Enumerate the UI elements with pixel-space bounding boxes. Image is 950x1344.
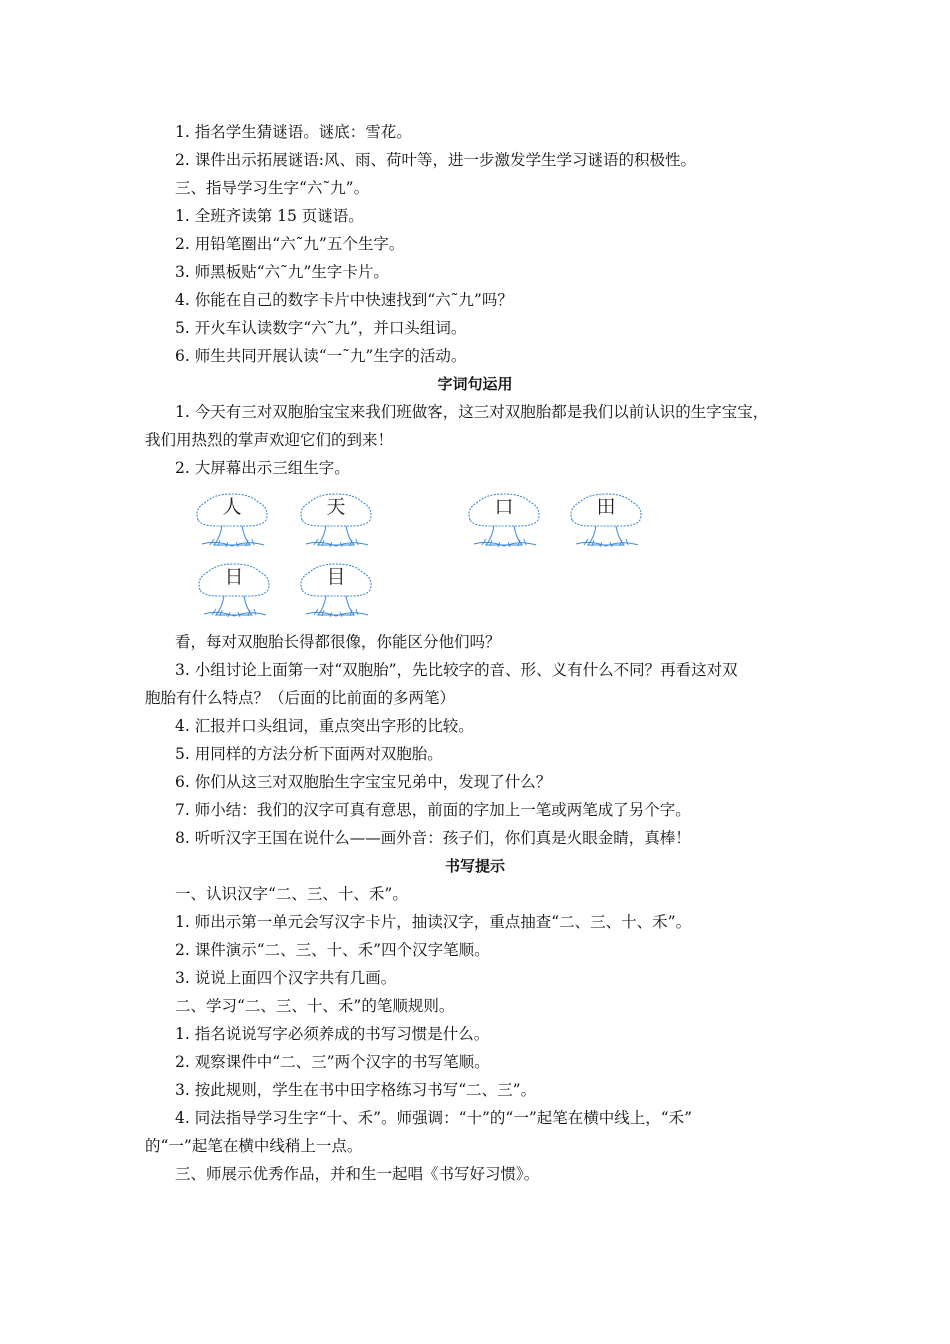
text-line: 6. 师生共同开展认读“一˜九”生字的活动。 — [175, 347, 467, 365]
text-line: 3. 按此规则，学生在书中田字格练习书写“二、三”。 — [175, 1081, 537, 1099]
text-line: 4. 你能在自己的数字卡片中快速找到“六˜九”吗？ — [175, 291, 513, 309]
text-line: 二、学习“二、三、十、禾”的笔顺规则。 — [175, 997, 455, 1015]
text-line: 2. 大屏幕出示三组生字。 — [175, 459, 350, 477]
text-line: 2. 用铅笔圈出“六˜九”五个生字。 — [175, 235, 405, 253]
section-heading: 书写提示 — [444, 857, 505, 875]
text-line: 1. 师出示第一单元会写汉字卡片，抽读汉字，重点抽查“二、三、十、禾”。 — [175, 913, 692, 931]
mushroom-char: 日 — [224, 566, 244, 588]
text-line: 6. 你们从这三对双胞胎生字宝宝兄弟中，发现了什么？ — [175, 773, 552, 791]
text-line: 2. 课件演示“二、三、十、禾”四个汉字笔顺。 — [175, 941, 490, 959]
mushroom-card — [194, 560, 282, 620]
text-line: 1. 指名学生猜谜语。谜底：雪花。 — [175, 123, 412, 141]
text-line: 4. 同法指导学习生字“十、禾”。师强调：“十”的“一”起笔在横中线上，“禾” — [175, 1109, 693, 1127]
text-line: 4. 汇报并口头组词，重点突出字形的比较。 — [175, 717, 474, 735]
mushroom-card — [296, 490, 384, 550]
mushroom-char: 人 — [222, 496, 242, 518]
text-line: 7. 师小结：我们的汉字可真有意思，前面的字加上一笔或两笔成了另个字。 — [175, 801, 691, 819]
mushroom-card — [464, 490, 552, 550]
text-line: 2. 观察课件中“二、三”两个汉字的书写笔顺。 — [175, 1053, 490, 1071]
text-line: 三、师展示优秀作品，并和生一起唱《书写好习惯》。 — [175, 1165, 540, 1183]
mushroom-char: 口 — [494, 496, 514, 518]
text-line: 3. 说说上面四个汉字共有几画。 — [175, 969, 397, 987]
text-line: 1. 全班齐读第 15 页谜语。 — [175, 207, 364, 225]
text-line: 我们用热烈的掌声欢迎它们的到来！ — [145, 431, 394, 449]
mushroom-char: 田 — [596, 496, 616, 518]
text-line: 看，每对双胞胎长得都很像，你能区分他们吗？ — [175, 633, 501, 651]
text-line: 1. 指名说说写字必须养成的书写习惯是什么。 — [175, 1025, 490, 1043]
text-line: 的“一”起笔在横中线稍上一点。 — [145, 1137, 363, 1155]
mushroom-char: 目 — [326, 566, 346, 588]
mushroom-card — [192, 490, 280, 550]
section-heading: 字词句运用 — [437, 375, 513, 393]
mushroom-card — [296, 560, 384, 620]
text-line: 8. 听听汉字王国在说什么——画外音：孩子们，你们真是火眼金睛，真棒！ — [175, 829, 691, 847]
text-line: 3. 师黑板贴“六˜九”生字卡片。 — [175, 263, 389, 281]
text-line: 2. 课件出示拓展谜语:风、雨、荷叶等，进一步激发学生学习谜语的积极性。 — [175, 151, 696, 169]
text-line: 5. 开火车认读数字“六˜九”，并口头组词。 — [175, 319, 467, 337]
text-line: 胞胎有什么特点？（后面的比前面的多两笔） — [145, 689, 456, 707]
text-line: 5. 用同样的方法分析下面两对双胞胎。 — [175, 745, 443, 763]
text-line: 三、指导学习生字“六˜九”。 — [175, 179, 370, 197]
mushroom-char: 天 — [326, 496, 346, 518]
text-line: 1. 今天有三对双胞胎宝宝来我们班做客，这三对双胞胎都是我们以前认识的生字宝宝， — [175, 403, 769, 421]
text-line: 一、认识汉字“二、三、十、禾”。 — [175, 885, 408, 903]
text-line: 3. 小组讨论上面第一对“双胞胎”，先比较字的音、形、义有什么不同？再看这对双 — [175, 661, 738, 679]
mushroom-card — [566, 490, 654, 550]
